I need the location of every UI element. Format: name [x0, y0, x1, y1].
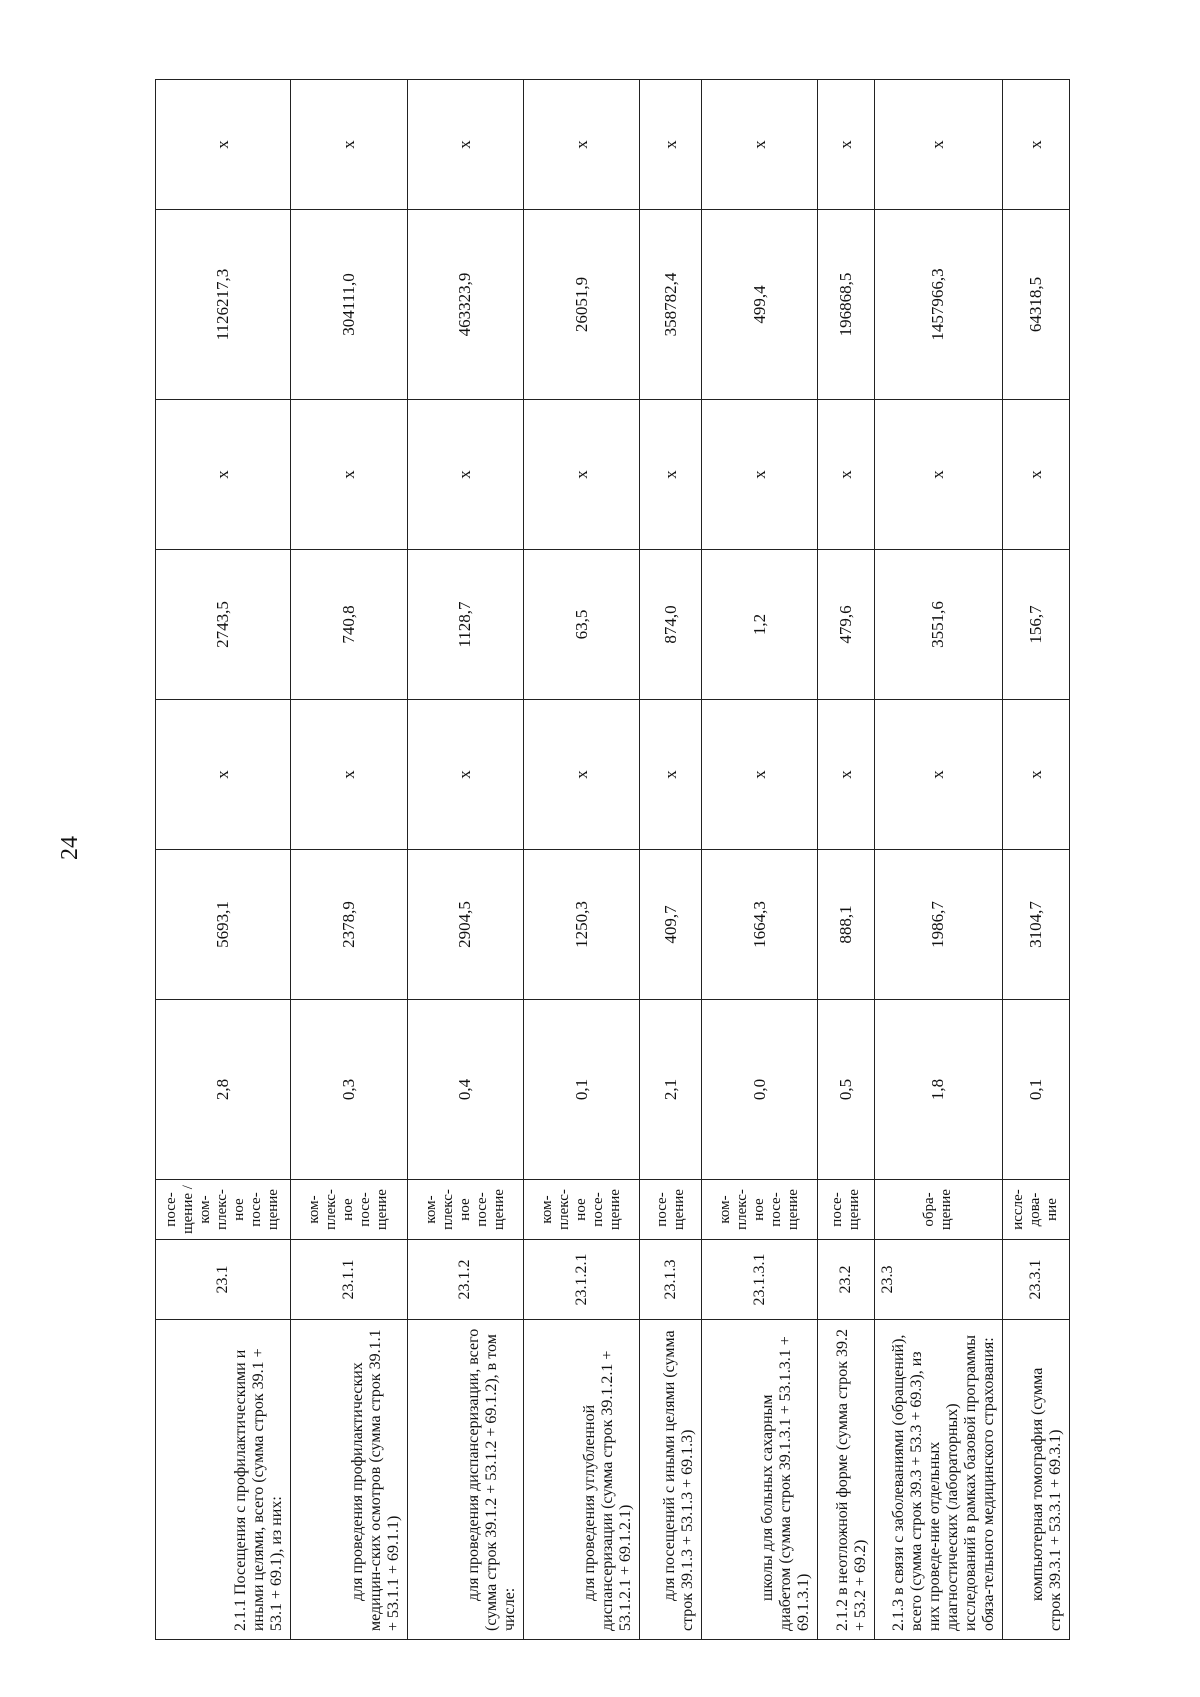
value-cell: 2904,5	[407, 850, 523, 1000]
row-unit-cell: ком-плекс-ное посе-щение	[701, 1180, 817, 1240]
row-code-cell: 23.1.2	[407, 1240, 523, 1320]
value-cell: х	[818, 400, 874, 550]
value-cell: 1457966,3	[874, 210, 1002, 400]
value-cell: 2743,5	[156, 550, 291, 700]
row-unit-cell: посе-щение / ком-плекс-ное посе-щение	[156, 1180, 291, 1240]
value-cell: 1,8	[874, 1000, 1002, 1180]
value-cell: х	[1002, 400, 1069, 550]
value-cell: 740,8	[290, 550, 407, 700]
value-cell: 0,3	[290, 1000, 407, 1180]
row-code-cell: 23.1.2.1	[523, 1240, 639, 1320]
value-cell: 0,1	[523, 1000, 639, 1180]
value-cell: х	[701, 400, 817, 550]
row-code-cell: 23.1.1	[290, 1240, 407, 1320]
value-cell: 26051,9	[523, 210, 639, 400]
value-cell: х	[640, 80, 702, 210]
value-cell: х	[874, 80, 1002, 210]
value-cell: х	[156, 80, 291, 210]
table-row	[156, 80, 291, 1640]
table-row	[874, 80, 1002, 1640]
row-unit-cell: ком-плекс-ное посе-щение	[290, 1180, 407, 1240]
row-code-cell: 23.2	[818, 1240, 874, 1320]
value-cell: х	[1002, 80, 1069, 210]
value-cell: 1128,7	[407, 550, 523, 700]
table-row	[818, 80, 874, 1640]
value-cell: х	[818, 80, 874, 210]
row-name-cell: для проведения профилактических медицин-ских осмотров (сумма строк 39.1.1 + 53.1.1 + 69.1.1)	[290, 1320, 407, 1640]
row-code-cell: 23.1.3	[640, 1240, 702, 1320]
value-cell: 304111,0	[290, 210, 407, 400]
value-cell: 1126217,3	[156, 210, 291, 400]
table-row	[290, 80, 407, 1640]
value-cell: 874,0	[640, 550, 702, 700]
value-cell: 3104,7	[1002, 850, 1069, 1000]
value-cell: х	[1002, 700, 1069, 850]
table-row	[523, 80, 639, 1640]
value-cell: 63,5	[523, 550, 639, 700]
value-cell: 0,5	[818, 1000, 874, 1180]
table-row	[407, 80, 523, 1640]
value-cell: х	[407, 80, 523, 210]
row-code-cell: 23.3.1	[1002, 1240, 1069, 1320]
row-unit-cell: посе-щение	[818, 1180, 874, 1240]
value-cell: х	[407, 700, 523, 850]
row-name-cell: компьютерная томография (сумма строк 39.3.1 + 53.3.1 + 69.3.1)	[1002, 1320, 1069, 1640]
value-cell: х	[156, 400, 291, 550]
row-unit-cell: посе-щение	[640, 1180, 702, 1240]
value-cell: 1986,7	[874, 850, 1002, 1000]
row-name-cell: 2.1.3 в связи с заболеваниями (обращений), всего (сумма строк 39.3 + 53.3 + 69.3), из них проведе-ние отдельных диагностических (лабораторных) исследований в рамках базовой программы обяза-тельного медицинского страхования:	[874, 1320, 1002, 1640]
row-unit-cell: обра-щение	[874, 1180, 1002, 1240]
row-name-cell: для проведения углубленной диспансеризации (сумма строк 39.1.2.1 + 53.1.2.1 + 69.1.2.1)	[523, 1320, 639, 1640]
value-cell: 499,4	[701, 210, 817, 400]
value-cell: 1664,3	[701, 850, 817, 1000]
row-name-cell: 2.1.2 в неотложной форме (сумма строк 39.2 + 53.2 + 69.2)	[818, 1320, 874, 1640]
value-cell: х	[156, 700, 291, 850]
value-cell: 1,2	[701, 550, 817, 700]
value-cell: 196868,5	[818, 210, 874, 400]
row-unit-cell: ком-плекс-ное посе-щение	[523, 1180, 639, 1240]
row-name-cell: 2.1.1 Посещения с профилактическими и иными целями, всего (сумма строк 39.1 + 53.1 + 69.1), из них:	[156, 1320, 291, 1640]
value-cell: 0,1	[1002, 1000, 1069, 1180]
value-cell: 2378,9	[290, 850, 407, 1000]
value-cell: х	[874, 400, 1002, 550]
row-name-cell: школы для больных сахарным диабетом (сумма строк 39.1.3.1 + 53.1.3.1 + 69.1.3.1)	[701, 1320, 817, 1640]
table-row	[701, 80, 817, 1640]
value-cell: 409,7	[640, 850, 702, 1000]
value-cell: х	[290, 700, 407, 850]
row-unit-cell: иссле-дова-ние	[1002, 1180, 1069, 1240]
cost-table	[155, 79, 1070, 1640]
row-unit-cell: ком-плекс-ное посе-щение	[407, 1180, 523, 1240]
value-cell: 888,1	[818, 850, 874, 1000]
value-cell: 64318,5	[1002, 210, 1069, 400]
row-code-cell: 23.1	[156, 1240, 291, 1320]
value-cell: 2,8	[156, 1000, 291, 1180]
value-cell: 1250,3	[523, 850, 639, 1000]
value-cell: 156,7	[1002, 550, 1069, 700]
value-cell: 5693,1	[156, 850, 291, 1000]
value-cell: 479,6	[818, 550, 874, 700]
value-cell: х	[701, 700, 817, 850]
value-cell: 358782,4	[640, 210, 702, 400]
value-cell: х	[407, 400, 523, 550]
table-container	[155, 80, 1070, 1640]
value-cell: х	[523, 700, 639, 850]
table-row	[1002, 80, 1069, 1640]
value-cell: 463323,9	[407, 210, 523, 400]
value-cell: 0,0	[701, 1000, 817, 1180]
value-cell: х	[523, 80, 639, 210]
value-cell: х	[874, 700, 1002, 850]
value-cell: х	[290, 80, 407, 210]
value-cell: х	[523, 400, 639, 550]
value-cell: х	[818, 700, 874, 850]
value-cell: х	[640, 400, 702, 550]
value-cell: 3551,6	[874, 550, 1002, 700]
row-code-cell: 23.1.3.1	[701, 1240, 817, 1320]
value-cell: х	[290, 400, 407, 550]
row-name-cell: для проведения диспансеризации, всего (сумма строк 39.1.2 + 53.1.2 + 69.1.2), в том числе:	[407, 1320, 523, 1640]
value-cell: 2,1	[640, 1000, 702, 1180]
value-cell: 0,4	[407, 1000, 523, 1180]
value-cell: х	[701, 80, 817, 210]
row-code-cell: 23.3	[874, 1240, 1002, 1320]
value-cell: х	[640, 700, 702, 850]
table-body	[156, 80, 1070, 1640]
row-name-cell: для посещений с иными целями (сумма строк 39.1.3 + 53.1.3 + 69.1.3)	[640, 1320, 702, 1640]
page-number: 24	[57, 836, 83, 860]
table-row	[640, 80, 702, 1640]
